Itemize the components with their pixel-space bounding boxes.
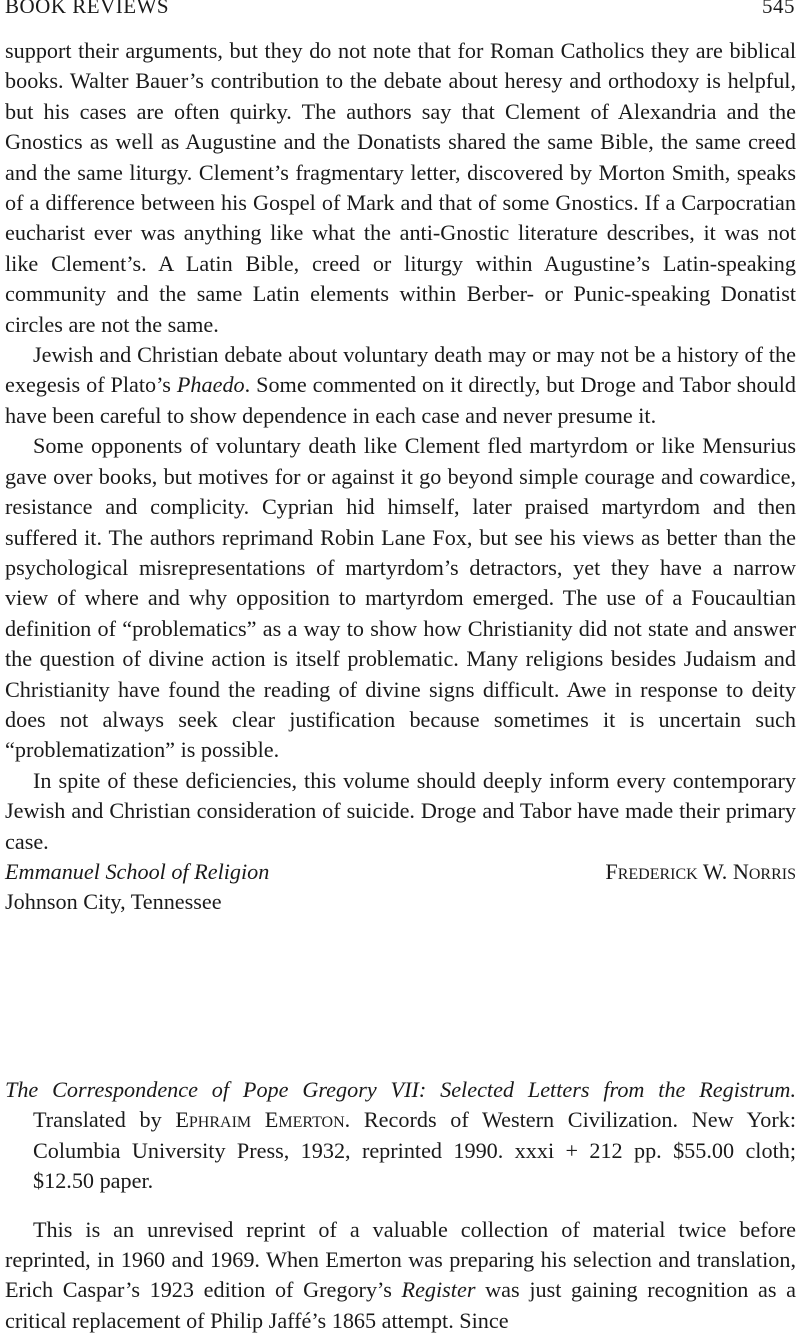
review-1-paragraph-4: In spite of these deficiencies, this volume should deeply inform every contemporary Jewish and Christian consideration of suicide. Droge and Tabor have made their primary case.	[5, 767, 796, 854]
book-title: The Correspondence of Pope Gregory VII: Selected Letters from the Registrum.	[5, 1077, 796, 1102]
r2-text-b: was just gaining recognition as a critical replacement of Philip Jaffé’s 1865 attempt. Since	[5, 1277, 796, 1333]
review-1-paragraph-3: Some opponents of voluntary death like Clement fled martyrdom or like Mensurius gave over books, but motives for or against it go beyond simple courage and cowardice, resistance and complicity. Cyprian hid himself, later praised martyrdom and then suffered it. The authors reprimand Robin Lane Fox, but see his views as better than the psychological misrepresentations of martyrdom’s detractors, yet they have a narrow view of where and why opposition to martyrdom emerged. The use of a Foucaultian definition of “problematics” as a way to show how Christianity did not state and answer the question of divine action is itself problematic. Many religions besides Judaism and Christianity have found the reading of divine signs difficult. Awe in response to deity does not always seek clear justification because sometimes it is uncertain such “problematization” is possible.	[5, 433, 796, 763]
review-1-paragraph-2	[5, 340, 796, 431]
reviewer-location: Johnson City, Tennessee	[5, 889, 222, 915]
book-citation	[5, 1075, 796, 1197]
review-1	[5, 36, 796, 918]
translator-name: Ephraim Emerton	[175, 1107, 345, 1133]
translated-by: Translated by	[33, 1107, 162, 1133]
publication-details: . Records of Western Civilization. New York: Columbia University Press, 1932, reprinted 1990. xxxi + 212 pp. $55.00 cloth; $12.50 paper.	[33, 1107, 796, 1194]
reviewer-signature	[5, 857, 796, 887]
r2-italic-register: Register	[401, 1277, 476, 1303]
p2-text-b: . Some commented on it directly, but Droge and Tabor should have been careful to show dependence in each case and never presume it.	[5, 372, 796, 428]
review-2	[5, 1075, 796, 1336]
running-head-title: BOOK REVIEWS	[5, 0, 170, 18]
reviewer-institution: Emmanuel School of Religion	[5, 858, 270, 884]
p2-text-a: Jewish and Christian debate about voluntary death may or may not be a history of the exegesis of Plato’s	[5, 342, 796, 398]
review-1-paragraph-1: support their arguments, but they do not note that for Roman Catholics they are biblical books. Walter Bauer’s contribution to the debate about heresy and orthodoxy is helpful, but his cases are often quirky. The authors say that Clement of Alexandria and the Gnostics as well as Augustine and the Donatists shared the same Bible, the same creed and the same liturgy. Clement’s fragmentary letter, discovered by Morton Smith, speaks of a difference between his Gospel of Mark and that of some Gnostics. If a Carpocratian eucharist ever was anything like what the anti-Gnostic literature describes, it was not like Clement’s. A Latin Bible, creed or liturgy within Augustine’s Latin-speaking community and the same Latin elements within Berber- or Punic-speaking Donatist circles are not the same.	[5, 38, 796, 337]
running-head	[5, 0, 795, 20]
p2-italic-title: Phaedo	[176, 372, 245, 398]
reviewer-name: Frederick W. Norris	[605, 858, 796, 884]
r2-text-a: This is an unrevised reprint of a valuable collection of material twice before reprinted, in 1960 and 1969. When Emerton was preparing his selection and translation, Erich Caspar’s 1923 edition of Gregory’s	[5, 1216, 796, 1303]
page-number: 545	[762, 0, 795, 18]
